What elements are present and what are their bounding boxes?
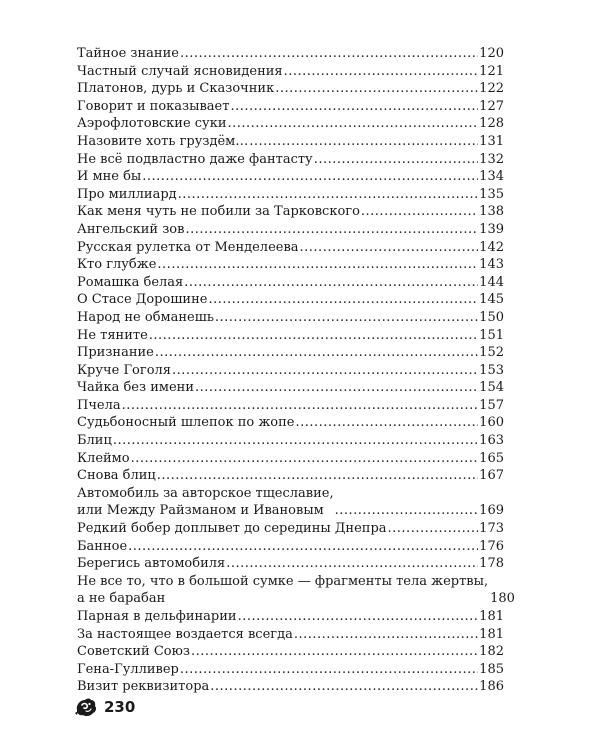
toc-entry xyxy=(77,203,504,221)
toc-entry-title: Тайное знание xyxy=(77,46,179,61)
toc-entry-page: 132 xyxy=(479,151,504,167)
toc-entry-title: Чайка без имени xyxy=(77,380,195,396)
toc-entry-title: Судьбоносный шлепок по жопе xyxy=(77,415,295,431)
leader-dots xyxy=(284,63,479,81)
leader-dots xyxy=(275,80,478,98)
toc-entry-title: Платонов, дурь и Сказочник xyxy=(77,81,275,97)
leader-dots xyxy=(128,538,478,556)
toc-entry-title: За настоящее воздается всегда xyxy=(77,626,293,642)
toc-entry-title: а не барабан xyxy=(77,591,166,607)
toc-entry-page: 122 xyxy=(479,81,504,97)
toc-entry-page: 173 xyxy=(479,521,504,537)
toc-entry-title: Как меня чуть не побили за Тарковского xyxy=(77,204,360,220)
toc-entry xyxy=(77,327,504,345)
toc-entry-page: 157 xyxy=(479,397,504,413)
toc-entry xyxy=(77,98,504,116)
leader-dots xyxy=(184,274,478,292)
leader-dots xyxy=(142,168,478,186)
leader-dots xyxy=(361,203,478,221)
leader-dots xyxy=(208,291,478,309)
leader-dots xyxy=(335,502,479,520)
toc-entry-title: Советский Союз xyxy=(77,644,191,660)
toc-entry-title: Круче Гоголя xyxy=(77,362,171,378)
toc-entry-title: Не тяните xyxy=(77,327,148,343)
leader-dots xyxy=(210,678,478,696)
leader-dots xyxy=(300,239,479,257)
leader-dots xyxy=(157,467,478,485)
toc-entry-title: Блиц xyxy=(77,433,112,449)
toc-entry-page: 144 xyxy=(479,274,504,290)
leader-dots xyxy=(230,98,478,116)
toc-entry-page: 154 xyxy=(479,380,504,396)
toc-entry xyxy=(77,467,504,485)
toc-entry-page: 152 xyxy=(479,345,504,361)
toc-entry-page: 135 xyxy=(479,186,504,202)
leader-dots xyxy=(155,344,478,362)
toc-entry xyxy=(77,450,504,468)
toc-entry-page: 167 xyxy=(479,468,504,484)
toc-entry-page: 176 xyxy=(479,538,504,554)
toc-entry xyxy=(77,432,504,450)
leader-dots xyxy=(314,151,478,169)
toc-entry xyxy=(77,63,504,81)
leader-dots xyxy=(131,450,479,468)
toc-entry-title: или Между Райзманом и Ивановым xyxy=(77,503,324,519)
toc-entry xyxy=(77,555,504,573)
leader-dots xyxy=(215,309,478,327)
leader-dots xyxy=(249,133,478,151)
toc-entry-title-line1: Не все то, что в большой сумке — фрагменты тела жертвы, xyxy=(77,573,489,589)
toc-entry-title: И мне бы xyxy=(77,169,142,185)
toc-entry-page: 138 xyxy=(479,204,504,220)
toc-entry-title: Снова блиц xyxy=(77,468,156,484)
toc-entry-page: 163 xyxy=(479,433,504,449)
leader-dots xyxy=(195,379,478,397)
toc-entry xyxy=(77,133,504,151)
toc-entry-page: 180 xyxy=(490,591,515,607)
toc-entry-page: 127 xyxy=(479,98,504,114)
toc-entry xyxy=(77,274,504,292)
toc-entry-page: 160 xyxy=(479,415,504,431)
toc-entry xyxy=(77,397,504,415)
toc-entry-page: 143 xyxy=(479,257,504,273)
toc-entry-multiline xyxy=(77,485,504,520)
toc-entry xyxy=(77,414,504,432)
leader-dots xyxy=(228,115,479,133)
toc-entry-page: 134 xyxy=(479,169,504,185)
toc-entry-page: 120 xyxy=(479,46,504,61)
toc-entry-page: 128 xyxy=(479,116,504,132)
toc-entry xyxy=(77,221,504,239)
toc-entry-page: 131 xyxy=(479,133,504,149)
leader-dots xyxy=(294,626,478,644)
toc-entry-page: 150 xyxy=(479,309,504,325)
leader-dots xyxy=(113,432,478,450)
toc-entry-title: Редкий бобер доплывет до середины Днепра xyxy=(77,521,387,537)
toc-entry-title: Кто глубже xyxy=(77,257,157,273)
toc-entry xyxy=(77,45,504,63)
toc-entry-title: Пчела xyxy=(77,397,121,413)
toc-entry-page: 153 xyxy=(479,362,504,378)
toc-entry-title-block xyxy=(77,485,334,520)
toc-entry xyxy=(77,151,504,169)
leader-dots xyxy=(178,186,479,204)
toc-entry xyxy=(77,344,504,362)
toc-entry xyxy=(77,538,504,556)
leader-dots xyxy=(238,608,479,626)
toc-entry xyxy=(77,626,504,644)
toc-entry-title: Народ не обманешь xyxy=(77,309,214,325)
toc-entry-title-block xyxy=(77,573,488,608)
toc-entry-page: 151 xyxy=(479,327,504,343)
leader-dots xyxy=(226,555,478,573)
toc-entry-title: Банное xyxy=(77,538,128,554)
toc-entry xyxy=(77,643,504,661)
toc-entry xyxy=(77,678,504,696)
toc-entry-page: 169 xyxy=(479,503,504,519)
toc-entry-title: Частный случай ясновидения xyxy=(77,63,283,79)
toc-entry-title: Ромашка белая xyxy=(77,274,184,290)
toc-entry xyxy=(77,239,504,257)
leader-dots xyxy=(185,221,478,239)
leader-dots xyxy=(191,643,478,661)
leader-dots xyxy=(157,256,478,274)
toc-entry-page: 121 xyxy=(479,63,504,79)
toc-entry-title: Гена-Гулливер xyxy=(77,661,179,677)
toc-entry-page: 185 xyxy=(479,661,504,677)
toc-entry xyxy=(77,362,504,380)
leader-dots xyxy=(122,397,479,415)
toc-entry-title: Клеймо xyxy=(77,450,130,466)
toc-entry-page: 142 xyxy=(479,239,504,255)
toc-entry-page: 182 xyxy=(479,644,504,660)
toc-entry-title: Русская рулетка от Менделеева xyxy=(77,239,299,255)
toc-entry-multiline xyxy=(77,573,515,608)
leader-dots xyxy=(295,414,478,432)
toc-entry-page: 186 xyxy=(479,679,504,695)
page-number: 230 xyxy=(104,698,136,716)
toc-entry xyxy=(77,186,504,204)
toc-entry xyxy=(77,80,504,98)
toc-entry xyxy=(77,379,504,397)
toc-entry-title: О Стасе Дорошине xyxy=(77,292,208,308)
toc-entry-page: 178 xyxy=(479,556,504,572)
toc-entry-title: Визит реквизитора xyxy=(77,679,210,695)
toc-entry xyxy=(77,661,504,679)
leader-dots xyxy=(149,327,478,345)
toc-entry-page: 181 xyxy=(479,626,504,642)
toc-entry-title: Признание xyxy=(77,345,154,361)
toc-entry-title: Про миллиард xyxy=(77,186,177,202)
toc-entry-title: Не всё подвластно даже фантасту xyxy=(77,151,313,167)
toc-entry-title: Берегись автомобиля xyxy=(77,556,226,572)
leader-dots xyxy=(388,520,479,538)
toc-entry-page: 165 xyxy=(479,450,504,466)
publisher-logo-icon xyxy=(74,696,98,718)
toc-entry-title: Назовите хоть груздём… xyxy=(77,133,249,149)
toc-entry-page: 145 xyxy=(479,292,504,308)
leader-dots xyxy=(180,45,478,63)
toc-entry-title: Говорит и показывает xyxy=(77,98,230,114)
toc-entry xyxy=(77,168,504,186)
toc-entry-title: Ангельский зов xyxy=(77,221,185,237)
toc-entry-page: 139 xyxy=(479,221,504,237)
toc-entry xyxy=(77,291,504,309)
leader-dots xyxy=(180,661,478,679)
toc-entry xyxy=(77,256,504,274)
toc-entry-title-line1: Автомобиль за авторское тщеславие, xyxy=(77,485,334,501)
toc-entry xyxy=(77,115,504,133)
toc-entry xyxy=(77,608,504,626)
toc-entry-title: Аэрофлотовские суки xyxy=(77,116,227,132)
table-of-contents xyxy=(77,45,515,696)
toc-entry-title: Парная в дельфинарии xyxy=(77,609,237,624)
toc-entry xyxy=(77,309,504,327)
page-footer xyxy=(74,696,135,718)
leader-dots xyxy=(172,362,478,380)
toc-entry-page: 181 xyxy=(479,609,504,624)
toc-entry xyxy=(77,520,504,538)
